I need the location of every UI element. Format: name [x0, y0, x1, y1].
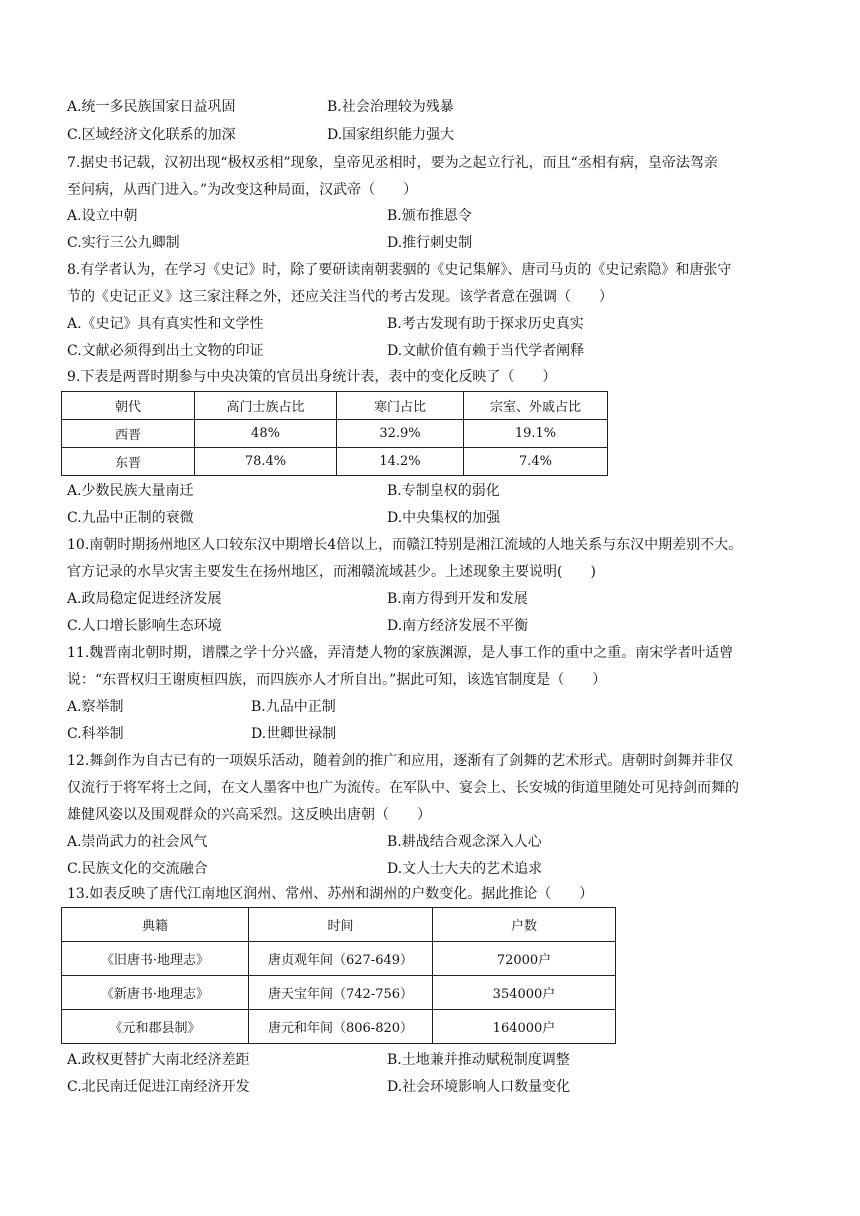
- q6-option-b: B.社会治理较为残暴: [327, 99, 454, 115]
- table-cell: 32.9%: [337, 420, 464, 448]
- table-header-row: [62, 392, 608, 420]
- q7-stem-line1: 7.据史书记载，汉初出现“极权丞相”现象，皇帝见丞相时，要为之起立行礼，而且“丞相有病，皇帝法驾亲: [67, 155, 718, 171]
- q12-option-a: A.崇尚武力的社会风气: [67, 834, 208, 850]
- table-header-cell: 典籍: [62, 908, 249, 942]
- q11-stem-line2: 说：“东晋权归王谢庾桓四族，而四族亦人才所自出。”据此可知，该选官制度是（ ）: [67, 672, 607, 688]
- table-row: [62, 976, 616, 1010]
- table-row: [62, 448, 608, 476]
- table-header-cell: 时间: [249, 908, 433, 942]
- table-cell: 164000户: [433, 1010, 616, 1044]
- q7-option-d: D.推行刺史制: [387, 235, 473, 251]
- q8-option-c: C.文献必须得到出土文物的印证: [67, 343, 264, 359]
- q7-option-a: A.设立中朝: [67, 208, 138, 224]
- table-cell: 东晋: [62, 448, 195, 476]
- table-cell: 354000户: [433, 976, 616, 1010]
- q9-table: [61, 391, 608, 476]
- q8-stem-line1: 8.有学者认为，在学习《史记》时，除了要研读南朝裴骃的《史记集解》、唐司马贞的《史记索隐》和唐张守: [67, 262, 732, 278]
- q9-option-d: D.中央集权的加强: [387, 510, 501, 526]
- table-header-cell: 户数: [433, 908, 616, 942]
- q10-stem-line2: 官方记录的水旱灾害主要发生在扬州地区，而湘赣流域甚少。上述现象主要说明( ): [67, 564, 596, 580]
- q13-option-c: C.北民南迁促进江南经济开发: [67, 1079, 250, 1095]
- q11-option-c: C.科举制: [67, 726, 124, 742]
- q7-option-c: C.实行三公九卿制: [67, 235, 180, 251]
- q8-stem-line2: 节的《史记正义》这三家注释之外，还应关注当代的考古发现。该学者意在强调（ ）: [67, 289, 613, 305]
- q13-option-d: D.社会环境影响人口数量变化: [387, 1079, 571, 1095]
- table-header-row: [62, 908, 616, 942]
- table-cell: 《新唐书·地理志》: [62, 976, 249, 1010]
- q7-option-b: B.颁布推恩令: [387, 208, 472, 224]
- q10-option-c: C.人口增长影响生态环境: [67, 618, 222, 634]
- q13-option-b: B.土地兼并推动赋税制度调整: [387, 1052, 570, 1068]
- table-header-cell: 寒门占比: [337, 392, 464, 420]
- table-cell: 唐贞观年间（627-649）: [249, 942, 433, 976]
- q6-option-d: D.国家组织能力强大: [327, 127, 455, 143]
- q10-option-b: B.南方得到开发和发展: [387, 591, 528, 607]
- q10-option-a: A.政局稳定促进经济发展: [67, 591, 222, 607]
- q11-option-d: D.世卿世禄制: [251, 726, 337, 742]
- table-cell: 78.4%: [195, 448, 337, 476]
- q12-stem-line3: 雄健风姿以及围观群众的兴高采烈。这反映出唐朝（ ）: [67, 807, 431, 823]
- q13-option-a: A.政权更替扩大南北经济差距: [67, 1052, 250, 1068]
- table-cell: 西晋: [62, 420, 195, 448]
- q9-option-b: B.专制皇权的弱化: [387, 483, 500, 499]
- table-cell: 19.1%: [464, 420, 608, 448]
- q11-stem-line1: 11.魏晋南北朝时期，谱牒之学十分兴盛，弄清楚人物的家族渊源，是人事工作的重中之重。南宋学者叶适曾: [67, 645, 734, 661]
- q6-option-a: A.统一多民族国家日益巩固: [67, 99, 236, 115]
- table-row: [62, 420, 608, 448]
- table-cell: 《旧唐书·地理志》: [62, 942, 249, 976]
- q12-stem-line2: 仅流行于将军将士之间，在文人墨客中也广为流传。在军队中、宴会上、长安城的街道里随处可见持剑而舞的: [67, 780, 739, 796]
- table-header-cell: 朝代: [62, 392, 195, 420]
- q12-option-c: C.民族文化的交流融合: [67, 861, 208, 877]
- q7-stem-line2: 至问病，从西门进入。”为改变这种局面，汉武帝（ ）: [67, 182, 418, 198]
- q10-option-d: D.南方经济发展不平衡: [387, 618, 529, 634]
- table-row: [62, 1010, 616, 1044]
- q9-stem: 9.下表是两晋时期参与中央决策的官员出身统计表，表中的变化反映了（ ）: [67, 369, 557, 385]
- table-cell: 唐元和年间（806-820）: [249, 1010, 433, 1044]
- q12-option-d: D.文人士大夫的艺术追求: [387, 861, 543, 877]
- table-header-cell: 高门士族占比: [195, 392, 337, 420]
- table-row: [62, 942, 616, 976]
- table-cell: 14.2%: [337, 448, 464, 476]
- table-cell: 48%: [195, 420, 337, 448]
- q13-stem: 13.如表反映了唐代江南地区润州、常州、苏州和湖州的户数变化。据此推论（ ）: [67, 886, 594, 902]
- q9-option-c: C.九品中正制的衰微: [67, 510, 194, 526]
- q11-option-b: B.九品中正制: [251, 699, 336, 715]
- q8-option-d: D.文献价值有赖于当代学者阐释: [387, 343, 585, 359]
- table-header-cell: 宗室、外戚占比: [464, 392, 608, 420]
- q13-table: [61, 907, 616, 1044]
- q6-option-c: C.区域经济文化联系的加深: [67, 127, 236, 143]
- table-cell: 72000户: [433, 942, 616, 976]
- q8-option-b: B.考古发现有助于探求历史真实: [387, 316, 584, 332]
- q12-option-b: B.耕战结合观念深入人心: [387, 834, 542, 850]
- q11-option-a: A.察举制: [67, 699, 124, 715]
- q8-option-a: A.《史记》具有真实性和文学性: [67, 316, 264, 332]
- table-cell: 7.4%: [464, 448, 608, 476]
- q9-option-a: A.少数民族大量南迁: [67, 483, 194, 499]
- table-cell: 唐天宝年间（742-756）: [249, 976, 433, 1010]
- q12-stem-line1: 12.舞剑作为自古已有的一项娱乐活动，随着剑的推广和应用，逐渐有了剑舞的艺术形式。唐朝时剑舞并非仅: [67, 753, 734, 769]
- q10-stem-line1: 10.南朝时期扬州地区人口较东汉中期增长4倍以上，而赣江特别是湘江流域的人地关系与东汉中期差别不大。: [67, 537, 743, 553]
- table-cell: 《元和郡县制》: [62, 1010, 249, 1044]
